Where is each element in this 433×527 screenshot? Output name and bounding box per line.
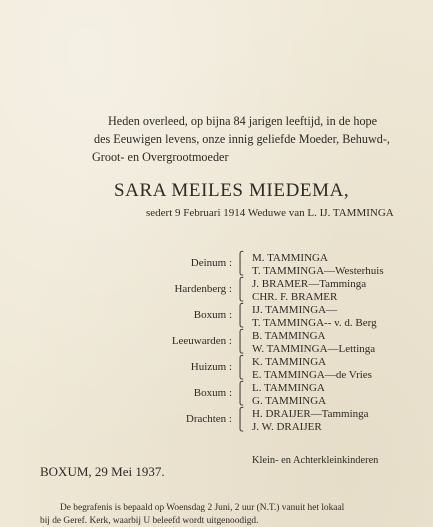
brace-icon: ⎧ ⎩ <box>236 278 245 302</box>
brace-icon: ⎧ ⎩ <box>236 356 245 380</box>
announcement-line-1: Heden overleed, op bijna 84 jarigen leeftijd, in de hope <box>108 114 378 128</box>
family-member: W. TAMMINGA—Lettinga <box>252 342 376 355</box>
family-member: IJ. TAMMINGA— <box>252 304 338 316</box>
deceased-name: SARA MEILES MIEDEMA, <box>114 180 350 201</box>
family-member: H. DRAIJER—Tamminga <box>252 408 369 420</box>
brace-icon: ⎧ ⎩ <box>236 252 245 276</box>
burial-line-1: De begrafenis is bepaald op Woensdag 2 Juni, 2 uur (N.T.) vanuit het lokaal <box>60 503 345 513</box>
grandchildren-line: Klein- en Achterkleinkinderen <box>252 455 379 466</box>
announcement-line-2: des Eeuwigen levens, onze innig geliefde Moeder, Behuwd-, <box>94 132 390 146</box>
family-place: Hardenberg : <box>174 283 232 295</box>
brace-icon: ⎧ ⎩ <box>236 330 245 354</box>
family-place: Leeuwarden : <box>171 335 232 347</box>
family-member: G. TAMMINGA <box>252 394 327 407</box>
family-place: Drachten : <box>185 413 232 425</box>
burial-line-2: bij de Geref. Kerk, waarbij U beleefd wordt uitgenoodigd. <box>40 516 259 526</box>
family-member: L. TAMMINGA <box>252 382 325 394</box>
family-place: Deinum : <box>190 257 232 269</box>
place-date: BOXUM, 29 Mei 1937. <box>40 464 165 479</box>
family-member: J. W. DRAIJER <box>252 420 322 433</box>
family-member: CHR. F. BRAMER <box>252 290 338 303</box>
family-member: T. TAMMINGA—Westerhuis <box>252 264 384 277</box>
family-member: M. TAMMINGA <box>252 252 328 264</box>
family-place: Huizum : <box>190 361 232 373</box>
brace-icon: ⎧ ⎩ <box>236 408 245 432</box>
family-place: Boxum : <box>193 309 232 321</box>
family-member: T. TAMMINGA-- v. d. Berg <box>252 316 377 329</box>
family-member: K. TAMMINGA <box>252 356 327 368</box>
announcement-line-3: Groot- en Overgrootmoeder <box>92 150 229 164</box>
family-member: B. TAMMINGA <box>252 330 326 342</box>
widow-since-line: sedert 9 Februari 1914 Weduwe van L. IJ. TAMMINGA <box>146 207 394 219</box>
family-member: E. TAMMINGA—de Vries <box>252 368 372 381</box>
brace-icon: ⎧ ⎩ <box>236 382 245 406</box>
family-member: J. BRAMER—Tamminga <box>252 278 367 290</box>
family-place: Boxum : <box>193 387 232 399</box>
brace-icon: ⎧ ⎩ <box>236 304 245 328</box>
